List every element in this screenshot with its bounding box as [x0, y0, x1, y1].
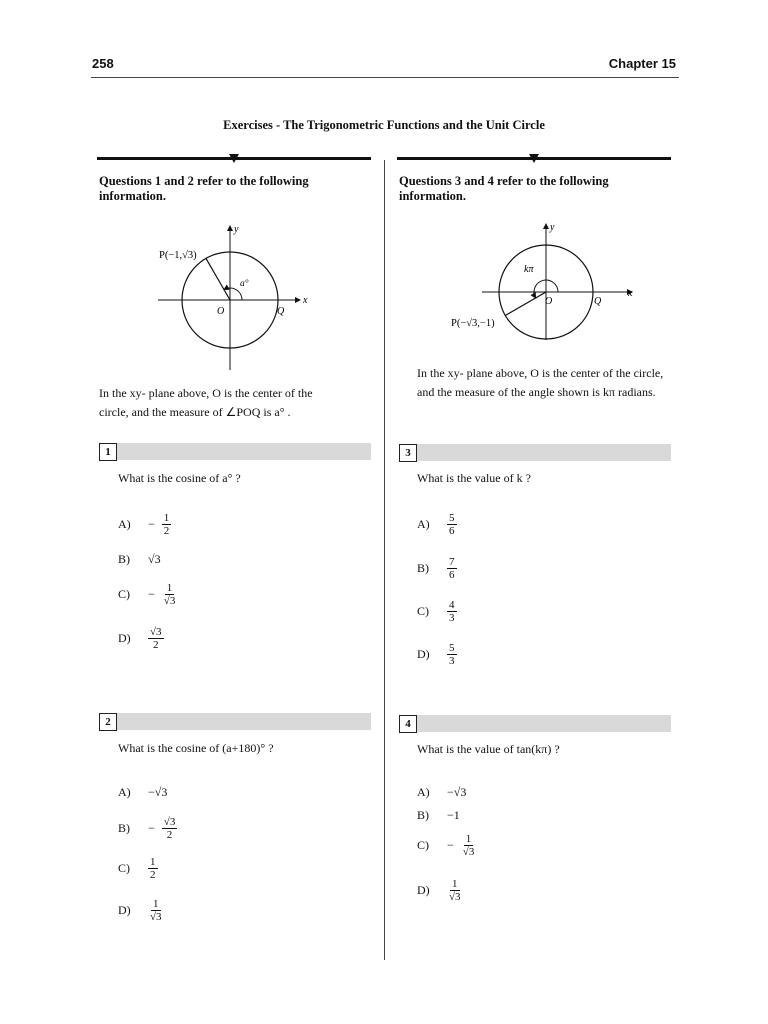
choice-value: −√3 — [447, 785, 467, 799]
q3-bar — [399, 444, 671, 461]
choice-fraction — [447, 556, 457, 581]
choice-fraction — [447, 599, 457, 624]
q1-stem: What is the cosine of a° ? — [118, 471, 241, 485]
fraction-denominator: 6 — [449, 569, 455, 581]
choice-fraction — [148, 898, 164, 923]
fraction-denominator: 3 — [449, 655, 455, 667]
choice-fraction — [148, 626, 164, 651]
fraction-denominator: 2 — [150, 869, 156, 881]
q2-choice-b[interactable] — [118, 816, 177, 841]
q4-choice-c[interactable] — [417, 833, 476, 858]
choice-label: B) — [118, 552, 130, 566]
choice-fraction — [447, 512, 457, 537]
choice-label: A) — [417, 785, 430, 799]
exercise-title: Exercises - The Trigonometric Functions and the Unit Circle — [223, 118, 545, 132]
left-unit-circle-figure — [150, 220, 320, 375]
right-radius-op — [505, 292, 546, 316]
left-q-label: Q — [277, 306, 285, 317]
fraction-numerator: √3 — [163, 816, 176, 828]
choice-fraction — [461, 833, 477, 858]
choice-label: A) — [118, 517, 131, 531]
choice-label: C) — [417, 604, 429, 618]
choice-label: D) — [118, 903, 131, 917]
q4-stem: What is the value of tan(kπ) ? — [417, 742, 560, 756]
choice-label: A) — [417, 517, 430, 531]
choice-sign: − — [148, 517, 155, 531]
right-x-label: x — [628, 288, 633, 299]
q2-number: 2 — [99, 713, 117, 731]
choice-label: D) — [417, 647, 430, 661]
left-x-label: x — [303, 295, 308, 306]
fraction-numerator: 4 — [449, 599, 455, 611]
fraction-numerator: 1 — [452, 878, 458, 890]
q3-choice-b[interactable] — [417, 556, 457, 581]
q4-choice-d[interactable] — [417, 878, 463, 903]
column-divider — [384, 160, 385, 960]
choice-label: C) — [118, 587, 130, 601]
choice-fraction — [148, 856, 158, 881]
choice-label: B) — [417, 561, 429, 575]
q4-choice-b[interactable] — [417, 808, 460, 823]
q2-bar — [99, 713, 371, 730]
choice-label: D) — [118, 631, 131, 645]
left-radius-op — [206, 258, 230, 300]
choice-fraction — [162, 816, 178, 841]
right-origin-label: O — [545, 296, 553, 307]
fraction-denominator: 6 — [449, 525, 455, 537]
fraction-numerator: 1 — [150, 856, 156, 868]
choice-value: −1 — [447, 808, 460, 822]
right-intro: Questions 3 and 4 refer to the following information. — [399, 174, 609, 203]
fraction-denominator: 2 — [163, 525, 170, 537]
right-q-label: Q — [594, 296, 602, 307]
left-angle-label: a° — [240, 279, 249, 289]
right-unit-circle-figure — [446, 218, 646, 343]
choice-sign: − — [148, 821, 155, 835]
page-number: 258 — [92, 56, 114, 71]
q3-stem: What is the value of k ? — [417, 471, 531, 485]
q1-choice-c[interactable] — [118, 582, 177, 607]
fraction-denominator: √3 — [462, 846, 475, 858]
q2-choice-d[interactable] — [118, 898, 164, 923]
q3-choice-d[interactable] — [417, 642, 457, 667]
fraction-numerator: 1 — [153, 898, 159, 910]
left-description: In the xy- plane above, O is the center of the circle, and the measure of ∠POQ is a° . — [99, 386, 313, 419]
q1-choice-b[interactable] — [118, 552, 161, 567]
right-description: In the xy- plane above, O is the center of the circle, and the measure of the angle shown is kπ radians. — [417, 366, 664, 399]
q4-choice-a[interactable] — [417, 785, 466, 800]
header-rule — [91, 77, 679, 78]
choice-sign: − — [447, 838, 454, 852]
fraction-denominator: √3 — [163, 595, 176, 607]
choice-label: B) — [118, 821, 130, 835]
right-marker-icon — [529, 154, 539, 163]
fraction-numerator: 1 — [163, 512, 170, 524]
fraction-numerator: √3 — [150, 626, 162, 638]
left-origin-label: O — [217, 306, 225, 317]
q3-number: 3 — [399, 444, 417, 462]
q1-bar — [99, 443, 371, 460]
fraction-numerator: 5 — [449, 642, 455, 654]
fraction-numerator: 1 — [465, 833, 472, 845]
q2-choice-a[interactable] — [118, 785, 167, 800]
q1-choice-d[interactable] — [118, 626, 164, 651]
q4-bar — [399, 715, 671, 732]
left-point-label: P(−1,√3) — [159, 250, 197, 261]
right-angle-label: kπ — [524, 264, 534, 275]
choice-fraction — [162, 582, 178, 607]
left-intro: Questions 1 and 2 refer to the following information. — [99, 174, 309, 203]
fraction-numerator: 1 — [166, 582, 173, 594]
chapter-label: Chapter 15 — [608, 56, 676, 71]
choice-label: C) — [118, 861, 130, 875]
fraction-numerator: 7 — [449, 556, 455, 568]
choice-label: B) — [417, 808, 429, 822]
q1-number: 1 — [99, 443, 117, 461]
right-y-label: y — [550, 222, 555, 233]
q4-number: 4 — [399, 715, 417, 733]
fraction-denominator: √3 — [150, 911, 162, 923]
left-y-label: y — [234, 224, 239, 235]
q1-choice-a[interactable] — [118, 512, 171, 537]
right-point-label: P(−√3,−1) — [451, 318, 495, 329]
fraction-denominator: 3 — [449, 612, 455, 624]
choice-sign: − — [148, 587, 155, 601]
choice-value: √3 — [148, 552, 161, 566]
choice-label: A) — [118, 785, 131, 799]
fraction-denominator: 2 — [153, 639, 159, 651]
choice-value: −√3 — [148, 785, 168, 799]
choice-label: C) — [417, 838, 429, 852]
q2-stem: What is the cosine of (a+180)° ? — [118, 741, 274, 755]
q3-choice-a[interactable] — [417, 512, 457, 537]
fraction-denominator: 2 — [166, 829, 173, 841]
choice-fraction — [162, 512, 172, 537]
fraction-numerator: 5 — [449, 512, 455, 524]
choice-label: D) — [417, 883, 430, 897]
choice-fraction — [447, 642, 457, 667]
fraction-denominator: √3 — [449, 891, 461, 903]
choice-fraction — [447, 878, 463, 903]
q3-choice-c[interactable] — [417, 599, 457, 624]
left-marker-icon — [229, 154, 239, 163]
q2-choice-c[interactable] — [118, 856, 158, 881]
